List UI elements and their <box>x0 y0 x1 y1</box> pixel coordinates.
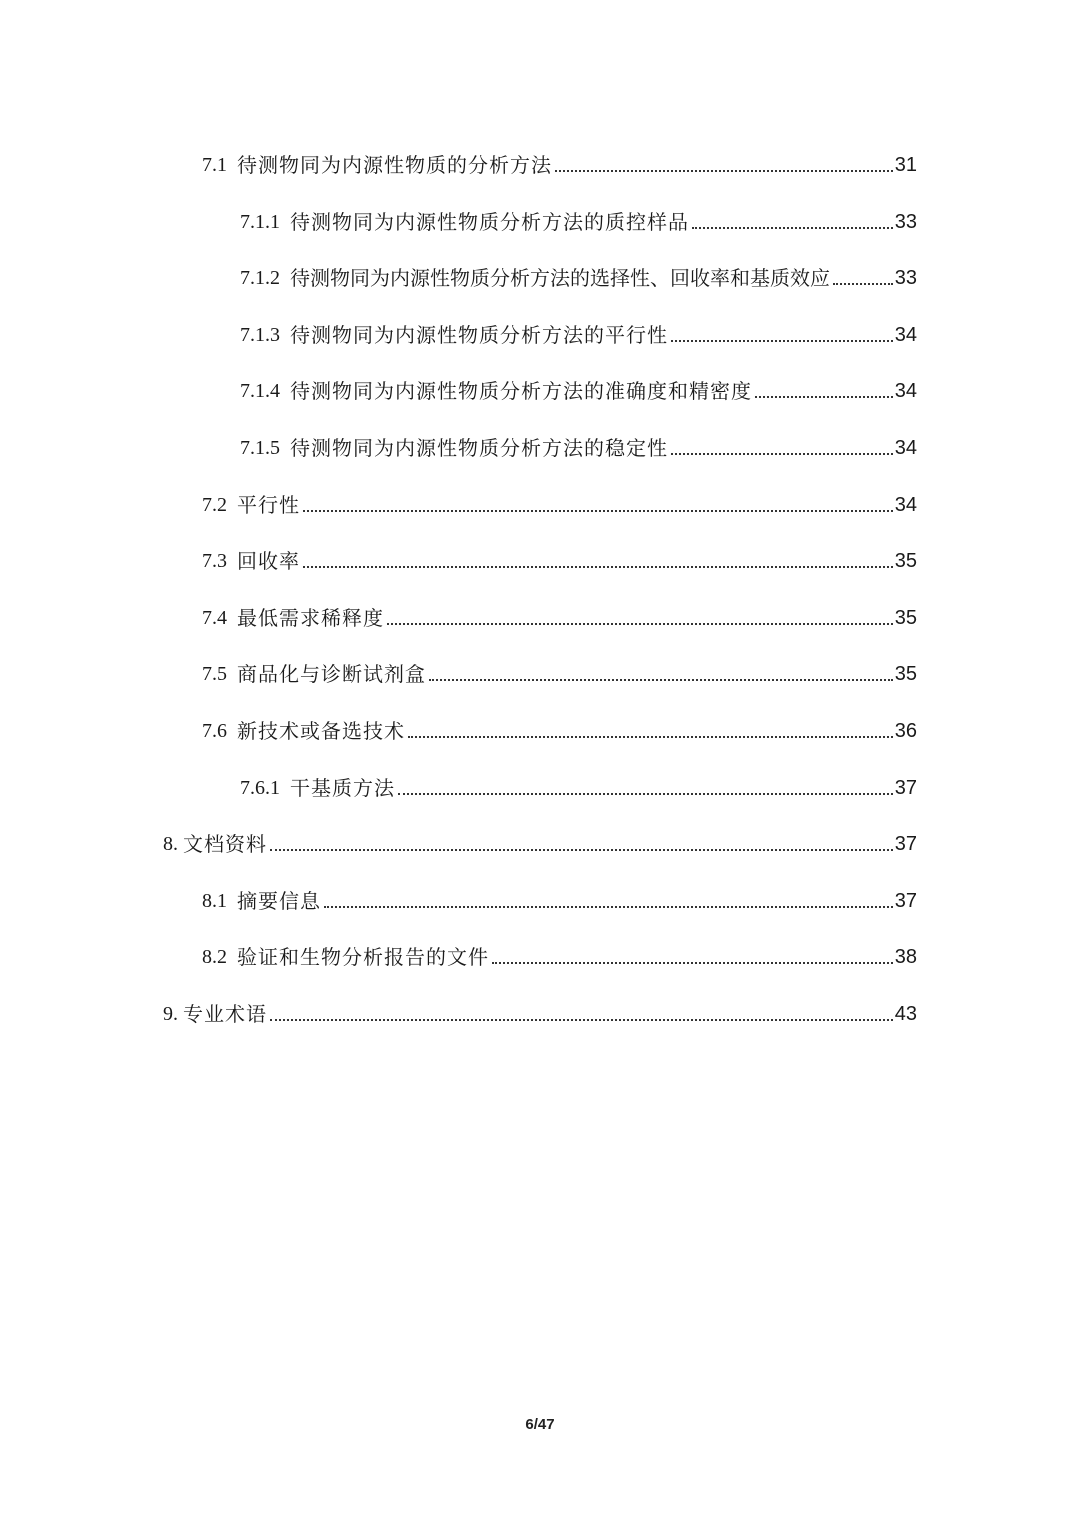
toc-title: 验证和生物分析报告的文件 <box>237 945 489 969</box>
toc-leader-dots <box>833 282 893 285</box>
toc-page-number: 34 <box>894 324 917 346</box>
toc-title: 平行性 <box>237 493 300 517</box>
toc-entry[interactable] <box>240 250 917 290</box>
toc-title: 待测物同为内源性物质分析方法的稳定性 <box>290 436 668 460</box>
toc-leader-dots <box>303 565 893 568</box>
page-footer-number: 6/47 <box>525 1416 555 1433</box>
toc-number: 7.1.2 <box>240 267 280 289</box>
toc-number: 7.1 <box>202 154 227 176</box>
toc-title: 摘要信息 <box>237 889 321 913</box>
toc-leader-dots <box>270 848 893 851</box>
toc-leader-dots <box>671 339 893 342</box>
toc-title: 待测物同为内源性物质的分析方法 <box>237 153 552 177</box>
toc-leader-dots <box>492 961 893 964</box>
toc-leader-dots <box>398 792 893 795</box>
toc-entry[interactable] <box>163 816 917 856</box>
toc-title: 待测物同为内源性物质分析方法的质控样品 <box>290 210 689 234</box>
toc-page-number: 35 <box>894 663 917 685</box>
toc-leader-dots <box>755 395 893 398</box>
toc-page-number: 34 <box>894 494 917 516</box>
toc-entry[interactable] <box>202 646 917 686</box>
toc-number: 8.2 <box>202 946 227 968</box>
toc-number: 9. <box>163 1003 178 1025</box>
toc-number: 7.4 <box>202 607 227 629</box>
toc-title: 最低需求稀释度 <box>237 606 384 630</box>
toc-title: 干基质方法 <box>290 776 395 800</box>
toc-page-number: 34 <box>894 380 917 402</box>
toc-title: 回收率 <box>237 549 300 573</box>
toc-entry[interactable] <box>202 929 917 969</box>
toc-number: 7.5 <box>202 663 227 685</box>
toc-leader-dots <box>324 905 893 908</box>
toc-page-number: 33 <box>894 211 917 233</box>
toc-leader-dots <box>555 169 893 172</box>
toc-page-number: 37 <box>894 890 917 912</box>
toc-number: 7.6.1 <box>240 777 280 799</box>
toc-number: 7.2 <box>202 494 227 516</box>
toc-entry[interactable] <box>240 363 917 403</box>
toc-page-number: 34 <box>894 437 917 459</box>
toc-page-number: 43 <box>894 1003 917 1025</box>
toc-page-number: 35 <box>894 607 917 629</box>
toc-leader-dots <box>429 678 893 681</box>
toc-page-number: 31 <box>894 154 917 176</box>
toc-number: 7.6 <box>202 720 227 742</box>
toc-title: 专业术语 <box>183 1002 267 1026</box>
toc-number: 7.1.3 <box>240 324 280 346</box>
toc-entry[interactable] <box>163 986 917 1026</box>
toc-entry[interactable] <box>240 420 917 460</box>
toc-entry[interactable] <box>202 590 917 630</box>
toc-entry[interactable] <box>240 194 917 234</box>
toc-page-number: 38 <box>894 946 917 968</box>
toc-number: 7.1.1 <box>240 211 280 233</box>
toc-page-number: 36 <box>894 720 917 742</box>
toc-leader-dots <box>387 622 893 625</box>
toc-leader-dots <box>270 1018 893 1021</box>
toc-number: 8. <box>163 833 178 855</box>
toc-leader-dots <box>692 226 893 229</box>
toc-page-number: 35 <box>894 550 917 572</box>
toc-number: 8.1 <box>202 890 227 912</box>
toc-number: 7.1.5 <box>240 437 280 459</box>
toc-entry[interactable] <box>202 477 917 517</box>
toc-title: 商品化与诊断试剂盒 <box>237 662 426 686</box>
toc-entry[interactable] <box>240 307 917 347</box>
toc-page-number: 33 <box>894 267 917 289</box>
toc-number: 7.3 <box>202 550 227 572</box>
toc-leader-dots <box>303 509 893 512</box>
toc-entry[interactable] <box>202 873 917 913</box>
toc-title: 待测物同为内源性物质分析方法的平行性 <box>290 323 668 347</box>
toc-leader-dots <box>408 735 893 738</box>
toc-entry[interactable] <box>240 760 917 800</box>
toc-title: 新技术或备选技术 <box>237 719 405 743</box>
toc-number: 7.1.4 <box>240 380 280 402</box>
toc-entry[interactable] <box>202 533 917 573</box>
toc-leader-dots <box>671 452 893 455</box>
toc-title: 待测物同为内源性物质分析方法的选择性、回收率和基质效应 <box>290 266 830 290</box>
toc-page-number: 37 <box>894 777 917 799</box>
toc-title: 文档资料 <box>183 832 267 856</box>
toc-entry[interactable] <box>202 703 917 743</box>
toc-entry[interactable] <box>202 137 917 177</box>
toc-title: 待测物同为内源性物质分析方法的准确度和精密度 <box>290 379 752 403</box>
toc-page-number: 37 <box>894 833 917 855</box>
